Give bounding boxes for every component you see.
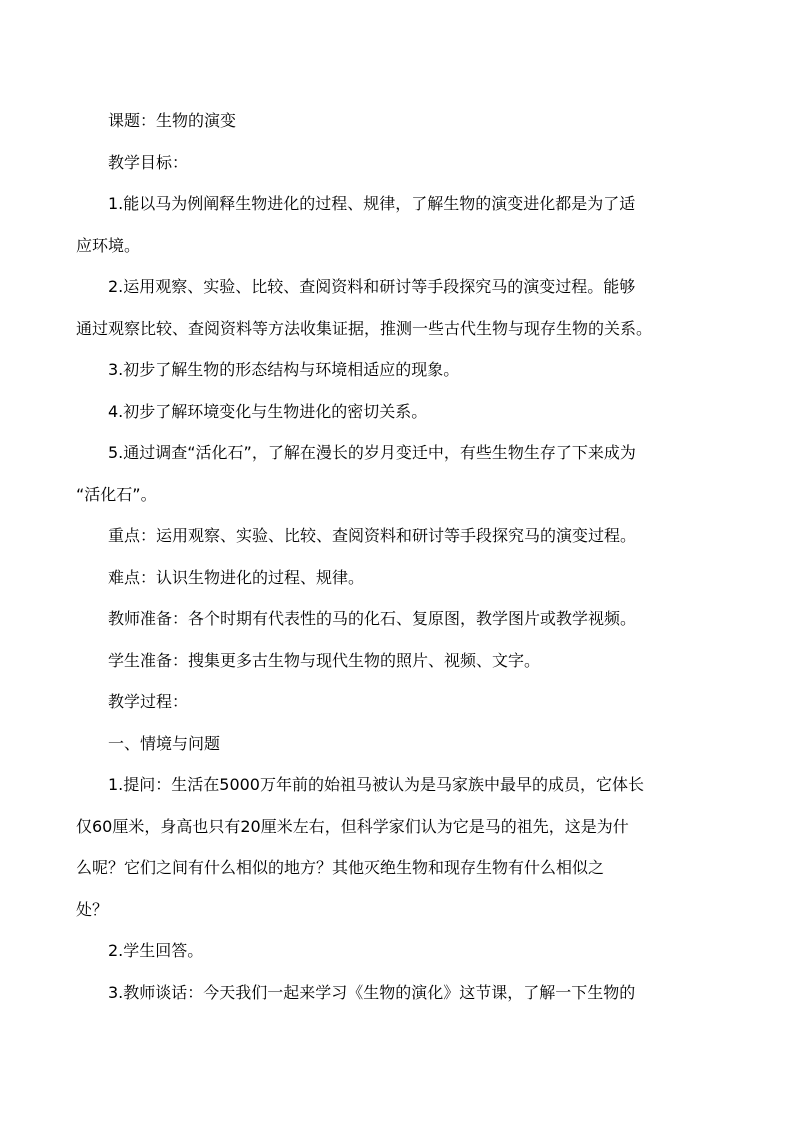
lesson-title: 课题：生物的演变 [108, 111, 237, 130]
paragraph-line: 么呢？它们之间有什么相似的地方？其他灭绝生物和现存生物有什么相似之 [76, 858, 605, 877]
subsection-heading: 一、情境与问题 [108, 733, 221, 753]
paragraph-line: “活化石”。 [76, 484, 157, 504]
paragraph-line: 3.初步了解生物的形态结构与环境相适应的现象。 [108, 360, 460, 379]
paragraph-line: 1.能以马为例阐释生物进化的过程、规律，了解生物的演变进化都是为了适 [108, 194, 636, 213]
difficulties-line: 难点：认识生物进化的过程、规律。 [108, 567, 365, 587]
paragraph-line: 应环境。 [76, 235, 141, 255]
paragraph-line: 通过观察比较、查阅资料等方法收集证据，推测一些古代生物与现存生物的关系。 [76, 318, 653, 338]
teacher-preparation-line: 教师准备：各个时期有代表性的马的化石、复原图，教学图片或教学视频。 [108, 609, 637, 628]
section-heading-objectives: 教学目标： [108, 152, 189, 172]
paragraph-line: 3.教师谈话：今天我们一起来学习《生物的演化》这节课，了解一下生物的 [108, 982, 636, 1002]
paragraph-line: 2.学生回答。 [108, 941, 204, 960]
paragraph-line: 处？ [76, 899, 109, 919]
paragraph-line: 仅60厘米，身高也只有20厘米左右，但科学家们认为它是马的祖先，这是为什 [76, 816, 629, 836]
paragraph-line: 4.初步了解环境变化与生物进化的密切关系。 [108, 401, 428, 421]
paragraph-line: 1.提问：生活在5000万年前的始祖马被认为是马家族中最早的成员，它体长 [108, 775, 644, 794]
section-heading-process: 教学过程： [108, 692, 189, 711]
student-preparation-line: 学生准备：搜集更多古生物与现代生物的照片、视频、文字。 [108, 650, 541, 670]
paragraph-line: 5.通过调查“活化石”，了解在漫长的岁月变迁中，有些生物生存了下来成为 [108, 443, 636, 462]
document-body [76, 100, 724, 1013]
paragraph-line: 2.运用观察、实验、比较、查阅资料和研讨等手段探究马的演变过程。能够 [108, 277, 636, 296]
key-points-line: 重点：运用观察、实验、比较、查阅资料和研讨等手段探究马的演变过程。 [108, 526, 637, 545]
